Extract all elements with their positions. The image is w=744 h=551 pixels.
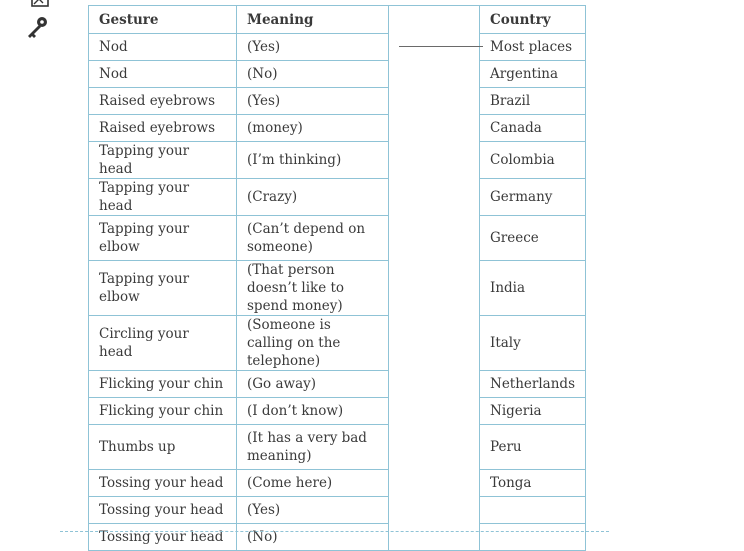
header-gesture: Gesture [89,6,237,34]
table-header [89,6,586,34]
table-row [89,61,586,88]
cell-answer [389,179,480,216]
table-row [89,470,586,497]
table-row [89,88,586,115]
cell-meaning: (Yes) [237,88,389,115]
cell-answer [389,261,480,316]
cell-meaning: (Go away) [237,371,389,398]
cell-answer [389,88,480,115]
cell-meaning: (Yes) [237,497,389,524]
cell-country: Greece [480,216,586,261]
table-row [89,371,586,398]
cell-answer [389,398,480,425]
cell-meaning: (Yes) [237,34,389,61]
key-icon [24,14,52,46]
table-row [89,142,586,179]
header-blank [389,6,480,34]
cell-answer [389,316,480,371]
cell-country: Most places [480,34,586,61]
cell-country: Tonga [480,470,586,497]
cell-gesture: Nod [89,34,237,61]
cell-country: Canada [480,115,586,142]
cell-answer [389,142,480,179]
cell-answer [389,216,480,261]
cell-gesture: Tapping your elbow [89,216,237,261]
cell-gesture: Tapping your head [89,179,237,216]
cell-gesture: Tossing your head [89,524,237,551]
table-row [89,316,586,371]
cell-gesture: Raised eyebrows [89,88,237,115]
answer-line [399,46,483,47]
cell-gesture: Tapping your head [89,142,237,179]
cell-gesture: Nod [89,61,237,88]
header-country: Country [480,6,586,34]
cell-answer [389,61,480,88]
cell-gesture: Tossing your head [89,497,237,524]
cell-meaning: (Can’t depend on someone) [237,216,389,261]
cell-country: Netherlands [480,371,586,398]
cell-meaning: (It has a very bad meaning) [237,425,389,470]
cell-meaning: (Come here) [237,470,389,497]
cell-country: India [480,261,586,316]
cell-gesture: Tapping your elbow [89,261,237,316]
cell-gesture: Tossing your head [89,470,237,497]
table-row [89,179,586,216]
cell-country: Argentina [480,61,586,88]
dotted-divider [60,531,609,532]
cell-answer [389,470,480,497]
cell-answer [389,371,480,398]
cell-meaning: (Someone is calling on the telephone) [237,316,389,371]
cell-country: Colombia [480,142,586,179]
table-row [89,425,586,470]
cell-answer [389,524,480,551]
cell-meaning: (No) [237,61,389,88]
cell-meaning: (I’m thinking) [237,142,389,179]
cell-gesture: Thumbs up [89,425,237,470]
cell-answer [389,34,480,61]
table-row [89,34,586,61]
cell-country [480,524,586,551]
cell-gesture: Raised eyebrows [89,115,237,142]
cell-country: Peru [480,425,586,470]
cell-meaning: (That person doesn’t like to spend money) [237,261,389,316]
cell-answer [389,115,480,142]
cell-meaning: (money) [237,115,389,142]
cell-answer [389,497,480,524]
cell-answer [389,425,480,470]
cell-meaning: (Crazy) [237,179,389,216]
cell-country: Nigeria [480,398,586,425]
table-row [89,398,586,425]
table-row [89,524,586,551]
cell-gesture: Flicking your chin [89,398,237,425]
cell-country: Brazil [480,88,586,115]
cell-country: Italy [480,316,586,371]
cell-country: Germany [480,179,586,216]
cell-meaning: (I don’t know) [237,398,389,425]
gesture-table [88,5,586,551]
table-row [89,216,586,261]
table-row [89,497,586,524]
cell-meaning: (No) [237,524,389,551]
header-meaning: Meaning [237,6,389,34]
table-row [89,261,586,316]
table-row [89,115,586,142]
cell-gesture: Flicking your chin [89,371,237,398]
cell-gesture: Circling your head [89,316,237,371]
cell-country [480,497,586,524]
